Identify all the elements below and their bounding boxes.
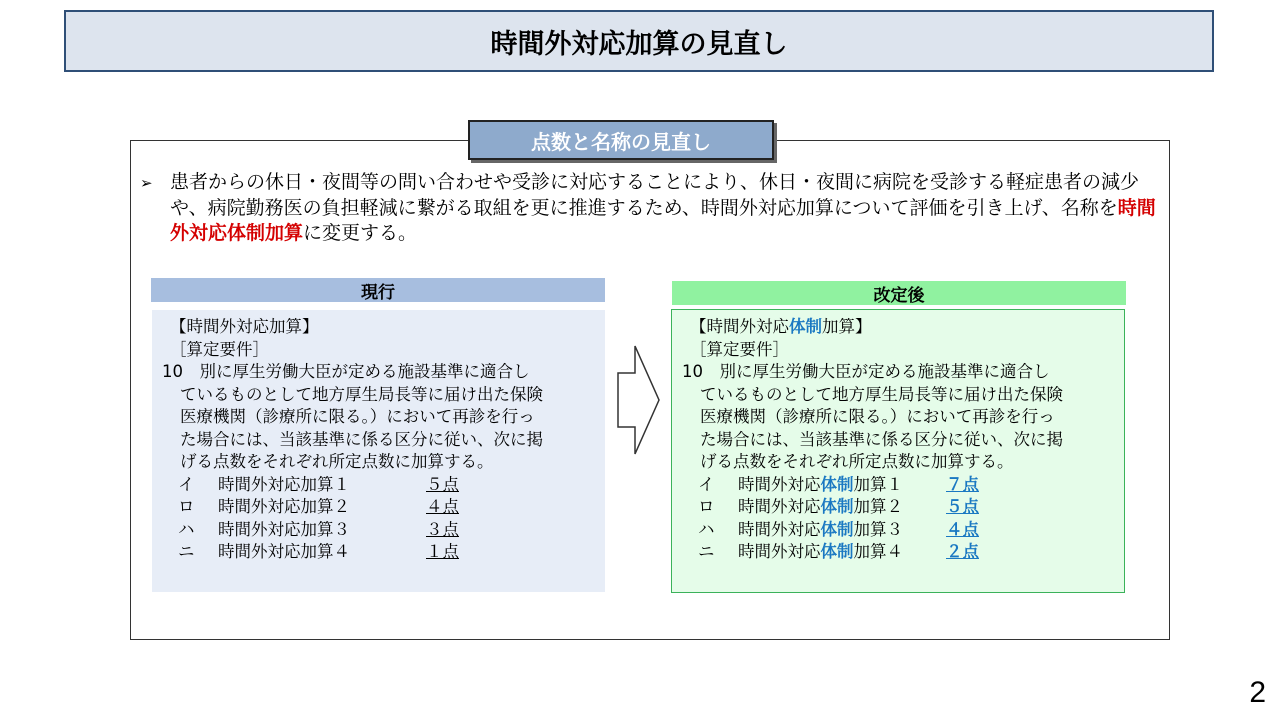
- revised-title-highlight: 体制: [789, 317, 822, 336]
- revised-panel: [671, 309, 1125, 593]
- current-panel: [152, 310, 605, 592]
- item-name: [738, 519, 942, 542]
- item-points: ５点: [946, 497, 979, 516]
- item-name-highlight: 体制: [820, 519, 854, 539]
- current-header: 現行: [151, 278, 605, 302]
- revised-item: [672, 541, 1124, 564]
- right-arrow-icon: [617, 345, 661, 455]
- item-name-highlight: 体制: [820, 474, 854, 494]
- current-line: ているものとして地方厚生局長等に届け出た保険: [180, 384, 543, 404]
- summary-highlight: 時間外対応体制加算: [170, 196, 1156, 244]
- current-item: [152, 541, 605, 564]
- item-kana: イ: [698, 474, 715, 494]
- item-points: ７点: [946, 474, 979, 494]
- item-name-a: 時間外対応: [738, 474, 821, 494]
- item-name-c: 加算３: [853, 519, 903, 539]
- summary-text: [170, 170, 1165, 247]
- item-name: 時間外対応加算１: [218, 474, 350, 494]
- current-line: げる点数をそれぞれ所定点数に加算する。: [180, 452, 494, 471]
- item-kana: ロ: [698, 497, 715, 516]
- item-kana: ロ: [178, 497, 195, 516]
- revised-title: [672, 316, 1124, 339]
- revised-line: た場合には、当該基準に係る区分に従い、次に掲: [700, 429, 1063, 449]
- item-points: ４点: [426, 497, 459, 516]
- current-item: [152, 474, 605, 497]
- item-points: １点: [426, 542, 459, 561]
- item-kana: ニ: [698, 542, 715, 561]
- item-name: [738, 474, 942, 497]
- current-item: [152, 496, 605, 519]
- current-line: た場合には、当該基準に係る区分に従い、次に掲: [180, 429, 543, 449]
- item-name: 時間外対応加算４: [218, 542, 350, 561]
- revised-line: げる点数をそれぞれ所定点数に加算する。: [700, 452, 1014, 471]
- item-name: 時間外対応加算２: [218, 497, 350, 516]
- item-name-highlight: 体制: [820, 542, 854, 561]
- current-item: [152, 519, 605, 542]
- summary-text-before: 患者からの休日・夜間等の問い合わせや受診に対応することにより、休日・夜間に病院を受診する軽症患者の減少や、病院勤務医の負担軽減に繋がる取組を更に推進するため、時間外対応加算について評価を引き上げ、名称を: [170, 171, 1140, 219]
- item-name-a: 時間外対応: [738, 542, 821, 561]
- item-name-a: 時間外対応: [738, 497, 821, 516]
- revised-item: [672, 496, 1124, 519]
- item-points: ４点: [946, 519, 979, 539]
- item-name-a: 時間外対応: [738, 519, 821, 539]
- page-number: 2: [1249, 676, 1266, 709]
- item-name-highlight: 体制: [820, 497, 854, 516]
- summary-text-after: に変更する。: [303, 222, 418, 244]
- revised-line: ているものとして地方厚生局長等に届け出た保険: [700, 384, 1063, 404]
- section-tab: 点数と名称の見直し: [468, 120, 774, 160]
- item-kana: ニ: [178, 542, 195, 561]
- item-kana: ハ: [178, 519, 195, 539]
- bullet-arrow-icon: ➢: [140, 174, 153, 192]
- item-name-c: 加算１: [853, 474, 903, 494]
- item-kana: イ: [178, 474, 195, 494]
- current-title: 【時間外対応加算】: [170, 317, 319, 336]
- item-points: ２点: [946, 542, 979, 561]
- item-name: [738, 496, 942, 519]
- item-points: ５点: [426, 474, 459, 494]
- item-name: [738, 541, 942, 564]
- item-kana: ハ: [698, 519, 715, 539]
- revised-line: 10 別に厚生労働大臣が定める施設基準に適合し: [682, 362, 1050, 381]
- current-line: 医療機関（診療所に限る。）において再診を行っ: [180, 407, 535, 426]
- summary-bullet: [140, 170, 1165, 247]
- current-req: ［算定要件］: [170, 339, 269, 359]
- item-points: ３点: [426, 519, 459, 539]
- revised-line: 医療機関（診療所に限る。）において再診を行っ: [700, 407, 1055, 426]
- revised-header: 改定後: [672, 281, 1126, 305]
- item-name-c: 加算２: [853, 497, 903, 516]
- current-line: 10 別に厚生労働大臣が定める施設基準に適合し: [162, 362, 530, 381]
- revised-title-c: 加算】: [822, 317, 872, 336]
- revised-title-a: 【時間外対応: [690, 317, 789, 336]
- revised-item: [672, 519, 1124, 542]
- revised-item: [672, 474, 1124, 497]
- page-title: 時間外対応加算の見直し: [64, 10, 1214, 72]
- item-name: 時間外対応加算３: [218, 519, 350, 539]
- item-name-c: 加算４: [853, 542, 903, 561]
- revised-req: ［算定要件］: [690, 339, 789, 359]
